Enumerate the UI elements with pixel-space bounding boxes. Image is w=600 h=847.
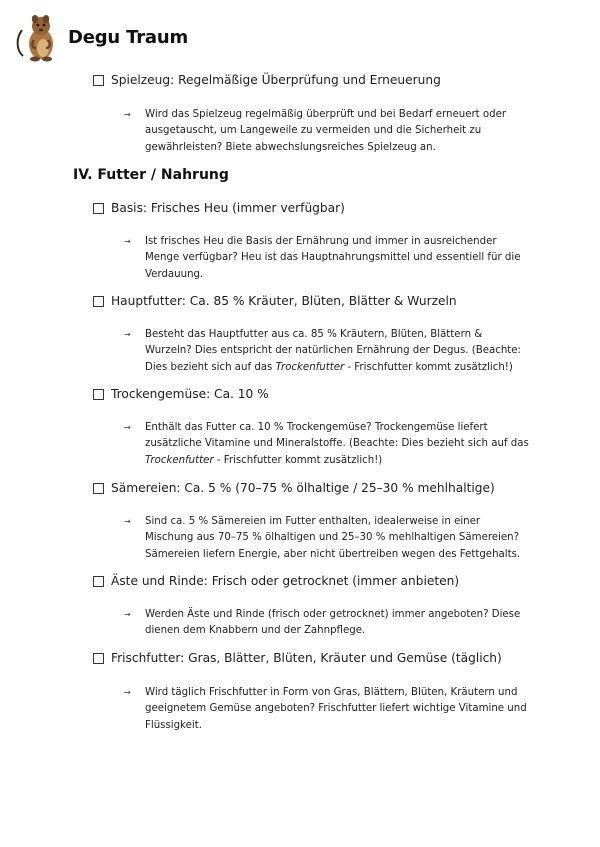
checklist-note: → Besteht das Hauptfutter aus ca. 85 % Kräutern, Blüten, Blättern & Wurzeln? Dies entspricht der natürlichen Ernährung der Degus. (Beachte: Dies bezieht sich auf das Trockenfutter - Frischfutter kommt zusätzlich!): [124, 329, 521, 373]
checklist-item-label: Äste und Rinde: Frisch oder getrocknet (immer anbieten): [111, 574, 460, 588]
arrow-icon: →: [124, 330, 131, 339]
checklist-note: → Ist frisches Heu die Basis der Ernährung und immer in ausreichender Menge verfügbar? Heu ist das Hauptnahrungsmittel und essentiell für die Verdauung.: [124, 236, 521, 280]
arrow-icon: →: [124, 517, 131, 526]
arrow-icon: →: [124, 610, 131, 619]
arrow-icon: →: [124, 688, 131, 697]
checklist-item-label: Sämereien: Ca. 5 % (70–75 % ölhaltige / 25–30 % mehlhaltige): [111, 481, 495, 495]
checklist-note: → Wird das Spielzeug regelmäßig überprüft und bei Bedarf erneuert oder ausgetauscht, um Langeweile zu vermeiden und die Sicherheit zu gewährleisten? Biete abwechslungsreiches Spielzeug an.: [124, 109, 507, 153]
checklist-note: → Enthält das Futter ca. 10 % Trockengemüse? Trockengemüse liefert zusätzliche Vitamine und Mineralstoffe. (Beachte: Dies bezieht sich auf das Trockenfutter - Frischfutter kommt zusätzlich!): [124, 422, 529, 466]
checklist-item-trockengemuese[interactable]: [93, 387, 269, 401]
checklist-item-label: Spielzeug: Regelmäßige Überprüfung und Erneuerung: [111, 73, 441, 87]
checklist-item-spielzeug[interactable]: [93, 73, 441, 87]
arrow-icon: →: [124, 110, 131, 119]
checklist-item-saemereien[interactable]: [93, 481, 495, 495]
checklist-note: → Werden Äste und Rinde (frisch oder getrocknet) immer angeboten? Diese dienen dem Knabbern und der Zahnpflege.: [124, 609, 521, 637]
section-title: IV. Futter / Nahrung: [73, 167, 229, 183]
checklist-item-frischfutter[interactable]: [93, 651, 502, 665]
checklist-item-label: Basis: Frisches Heu (immer verfügbar): [111, 201, 345, 215]
checklist-note: → Wird täglich Frischfutter in Form von Gras, Blättern, Blüten, Kräutern und geeignetem Gemüse angeboten? Frischfutter liefert wichtige Vitamine und Flüssigkeit.: [124, 687, 527, 731]
checkbox[interactable]: [93, 653, 104, 664]
checkbox[interactable]: [93, 203, 104, 214]
checkbox[interactable]: [93, 389, 104, 400]
checkbox[interactable]: [93, 75, 104, 86]
checkbox[interactable]: [93, 483, 104, 494]
checkbox[interactable]: [93, 576, 104, 587]
checkbox[interactable]: [93, 296, 104, 307]
arrow-icon: →: [124, 237, 131, 246]
checklist-item-label: Trockengemüse: Ca. 10 %: [111, 387, 269, 401]
brand-header: [14, 10, 188, 64]
arrow-icon: →: [124, 423, 131, 432]
checklist-item-label: Hauptfutter: Ca. 85 % Kräuter, Blüten, Blätter & Wurzeln: [111, 294, 457, 308]
checklist-item-basis[interactable]: [93, 201, 345, 215]
degu-logo-icon: [14, 10, 62, 64]
brand-name: Degu Traum: [68, 26, 189, 48]
checklist-item-aeste[interactable]: [93, 574, 459, 588]
checklist-item-hauptfutter[interactable]: [93, 294, 457, 308]
checklist-item-label: Frischfutter: Gras, Blätter, Blüten, Kräuter und Gemüse (täglich): [111, 651, 502, 665]
checklist-note: → Sind ca. 5 % Sämereien im Futter enthalten, idealerweise in einer Mischung aus 70–75 % ölhaltigen und 25–30 % mehlhaltigen Sämereien? Sämereien liefern Energie, aber nicht übertreiben wegen des Fettgehalts.: [124, 516, 521, 560]
